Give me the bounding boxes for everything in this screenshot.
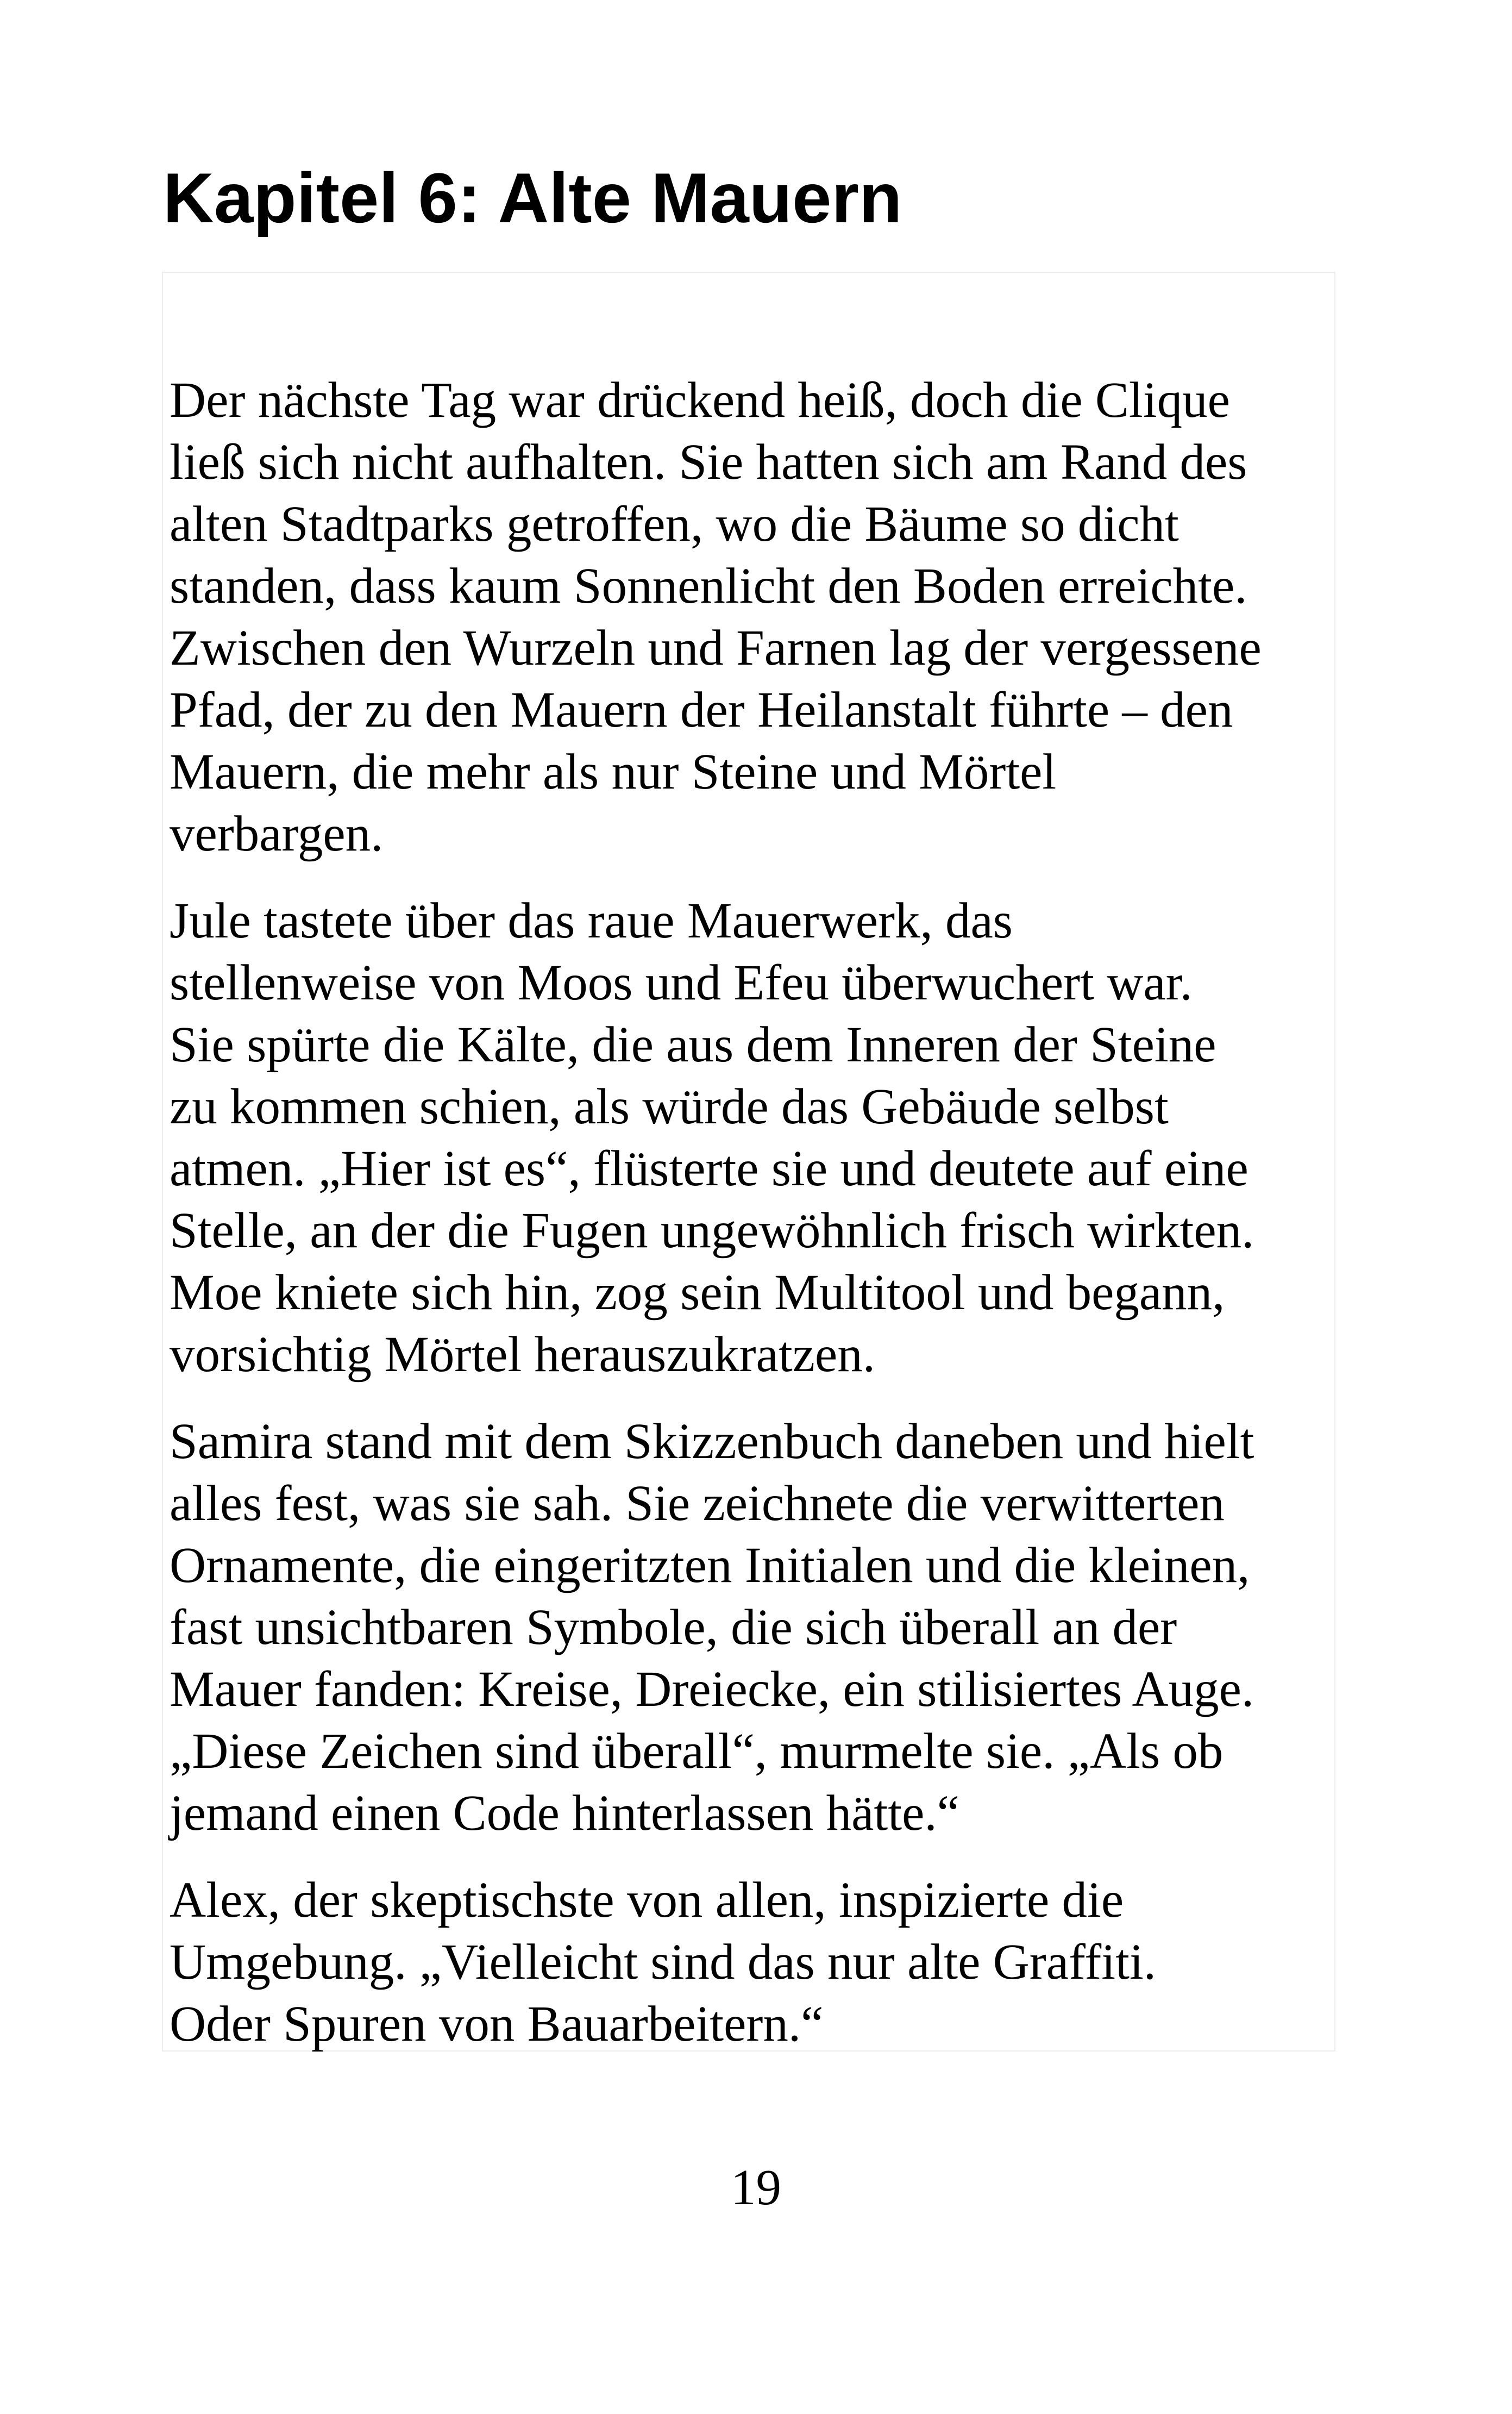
paragraph-3: Samira stand mit dem Skizzenbuch daneben und hielt alles fest, was sie sah. Sie zeichnete die verwitterten Ornamente, die eingeritzten Initialen und die kleinen, fast unsichtbaren Symbole, die sich überall an der Mauer fanden: Kreise, Dreiecke, ein stilisiertes Auge. „Diese Zeichen sind überall“, murmelte sie. „Als ob jemand einen Code hinterlassen hätte.“	[170, 1414, 1254, 1841]
page-number: 19	[731, 2160, 781, 2216]
paragraph-4: Alex, der skeptischste von allen, inspizierte die Umgebung. „Vielleicht sind das nur alte Graffiti. Oder Spuren von Bauarbeitern.“	[170, 1872, 1157, 2052]
text-frame	[162, 272, 1335, 2052]
paragraph-1: Der nächste Tag war drückend heiß, doch die Clique ließ sich nicht aufhalten. Sie hatten sich am Rand des alten Stadtparks getroffen, wo die Bäume so dicht standen, dass kaum Sonnenlicht den Boden erreichte. Zwischen den Wurzeln und Farnen lag der vergessene Pfad, der zu den Mauern der Heilanstalt führte – den Mauern, die mehr als nur Steine und Mörtel verbargen.	[170, 372, 1262, 862]
paragraph-2: Jule tastete über das raue Mauerwerk, das stellenweise von Moos und Efeu überwuchert war. Sie spürte die Kälte, die aus dem Inneren der Steine zu kommen schien, als würde das Gebäude selbst atmen. „Hier ist es“, flüsterte sie und deutete auf eine Stelle, an der die Fugen ungewöhnlich frisch wirkten. Moe kniete sich hin, zog sein Multitool und begann, vorsichtig Mörtel herauszukratzen.	[170, 893, 1254, 1383]
chapter-title: Kapitel 6: Alte Mauern	[163, 158, 902, 237]
